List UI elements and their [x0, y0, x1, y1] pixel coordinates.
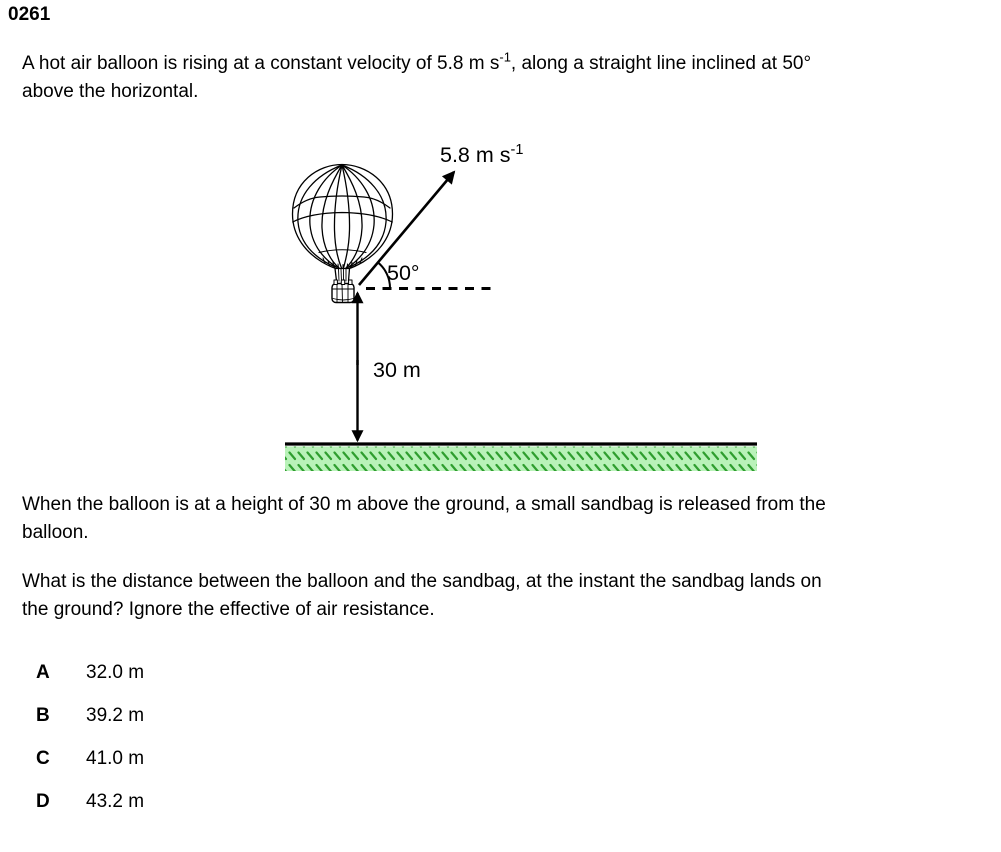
angle-label: 50° [387, 261, 420, 285]
option-a-value: 32.0 m [86, 662, 145, 683]
question-ask-statement [22, 568, 1000, 624]
release-line-1: When the balloon is at a height of 30 m above the ground, a small sandbag is released from the [22, 494, 826, 515]
ask-line-2: the ground? Ignore the effective of air resistance. [22, 599, 435, 620]
option-c-value: 41.0 m [86, 748, 145, 769]
option-b [36, 705, 144, 730]
option-c-letter: C [36, 748, 50, 769]
option-b-value: 39.2 m [86, 705, 145, 726]
intro-text-after-sup: , along a straight line inclined at 50° [510, 53, 812, 74]
release-line-2: balloon. [22, 522, 89, 543]
balloon-diagram [280, 128, 770, 478]
option-a-letter: A [36, 662, 50, 683]
question-release-statement [22, 491, 1000, 547]
option-b-letter: B [36, 705, 50, 726]
intro-line-1 [22, 50, 1000, 78]
question-intro [22, 50, 1000, 106]
velocity-label: 5.8 m $s^{-1}$ [440, 142, 524, 167]
option-a [36, 662, 144, 687]
option-d [36, 791, 144, 816]
intro-text-before-sup: A hot air balloon is rising at a constant velocity of 5.8 m s [22, 53, 500, 74]
velocity-exponent: -1 [499, 49, 511, 65]
intro-line-2: above the horizontal. [22, 81, 199, 102]
answer-options [36, 662, 144, 834]
option-d-value: 43.2 m [86, 791, 145, 812]
option-d-letter: D [36, 791, 50, 812]
ask-line-1: What is the distance between the balloon and the sandbag, at the instant the sandbag lands on [22, 571, 822, 592]
option-c [36, 748, 144, 773]
height-label: 30 m [373, 358, 421, 382]
hot-air-balloon-icon [293, 165, 393, 303]
ground [285, 444, 757, 471]
question-id: 0261 [8, 4, 51, 25]
